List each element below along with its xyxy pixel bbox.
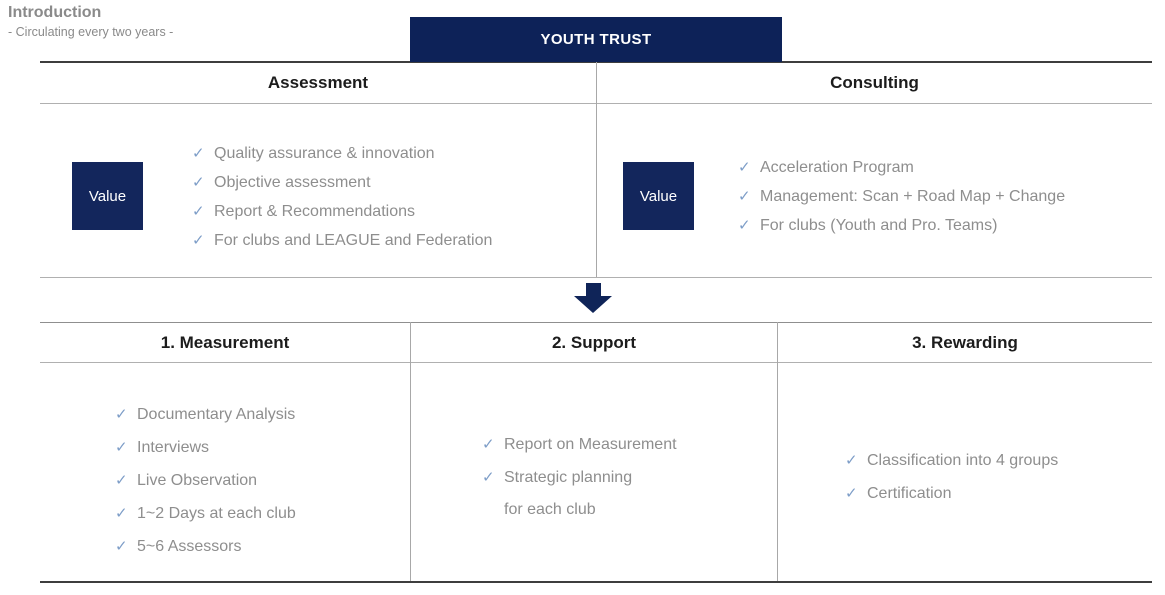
bottom-table-header-divider: [40, 362, 1152, 363]
list-item: [115, 464, 296, 497]
check-icon: ✓: [192, 203, 205, 220]
list-item: [192, 197, 492, 226]
list-item: [845, 444, 1058, 477]
rewarding-header: 3. Rewarding: [912, 332, 1018, 352]
list-item-continuation: for each club: [504, 501, 596, 518]
list-item: [115, 497, 296, 530]
list-item-text: For clubs (Youth and Pro. Teams): [760, 216, 998, 234]
check-icon: ✓: [845, 452, 858, 469]
list-item: [738, 153, 1065, 182]
list-item-text: Quality assurance & innovation: [214, 144, 435, 162]
check-icon: ✓: [192, 145, 205, 162]
measurement-header: 1. Measurement: [160, 332, 290, 352]
list-item: [738, 211, 1065, 240]
check-icon: ✓: [115, 538, 128, 555]
check-icon: ✓: [738, 159, 751, 176]
measurement-list: [115, 398, 296, 563]
list-item-text: Report & Recommendations: [214, 202, 415, 220]
list-item-text: 5~6 Assessors: [137, 537, 242, 555]
banner-label: YOUTH TRUST: [540, 31, 652, 48]
list-item: [115, 398, 296, 431]
check-icon: ✓: [115, 439, 128, 456]
check-icon: ✓: [482, 436, 495, 453]
consulting-value-box: Value: [623, 162, 694, 230]
list-item-text: 1~2 Days at each club: [137, 504, 296, 522]
list-item: [738, 182, 1065, 211]
check-icon: ✓: [482, 469, 495, 486]
list-item-text: Interviews: [137, 438, 210, 456]
list-item: [482, 428, 677, 461]
rewarding-list: [845, 444, 1058, 510]
list-item: [115, 530, 296, 563]
list-item-text: For clubs and LEAGUE and Federation: [214, 231, 493, 249]
check-icon: ✓: [115, 406, 128, 423]
check-icon: ✓: [192, 174, 205, 191]
consulting-list: [738, 153, 1065, 240]
down-arrow-stem: [586, 283, 601, 296]
assessment-header: Assessment: [267, 73, 369, 92]
list-item-text: Objective assessment: [214, 173, 371, 191]
assessment-list: [192, 139, 492, 255]
check-icon: ✓: [738, 217, 751, 234]
list-item-text: Live Observation: [137, 471, 258, 489]
list-item: [192, 226, 492, 255]
youth-trust-banner: [410, 17, 782, 62]
list-item: [115, 431, 296, 464]
assessment-value-box: Value: [72, 162, 143, 230]
check-icon: ✓: [738, 188, 751, 205]
top-table-bottom-border: [40, 277, 1152, 278]
intro-block: [8, 3, 173, 40]
check-icon: ✓: [115, 472, 128, 489]
down-arrow-head: [574, 296, 612, 313]
list-item: [845, 477, 1058, 510]
list-item: [482, 461, 677, 494]
support-list: [482, 428, 677, 526]
list-item-text: Acceleration Program: [760, 158, 914, 176]
list-item-text: Report on Measurement: [504, 435, 677, 453]
list-item: [192, 139, 492, 168]
check-icon: ✓: [115, 505, 128, 522]
list-item-text: Strategic planning: [504, 468, 633, 486]
down-arrow-icon: [574, 283, 612, 313]
list-item-text: Classification into 4 groups: [867, 451, 1059, 469]
list-item: [192, 168, 492, 197]
list-item-text: Management: Scan + Road Map + Change: [760, 187, 1066, 205]
check-icon: ✓: [845, 485, 858, 502]
support-header: 2. Support: [551, 332, 637, 352]
bottom-table-bottom-border: [40, 581, 1152, 583]
list-item-text: Certification: [867, 484, 952, 502]
page-title: Introduction: [8, 4, 102, 21]
page-subtitle: - Circulating every two years -: [8, 25, 174, 39]
consulting-header: Consulting: [830, 73, 919, 92]
check-icon: ✓: [192, 232, 205, 249]
list-item-text: Documentary Analysis: [137, 405, 296, 423]
